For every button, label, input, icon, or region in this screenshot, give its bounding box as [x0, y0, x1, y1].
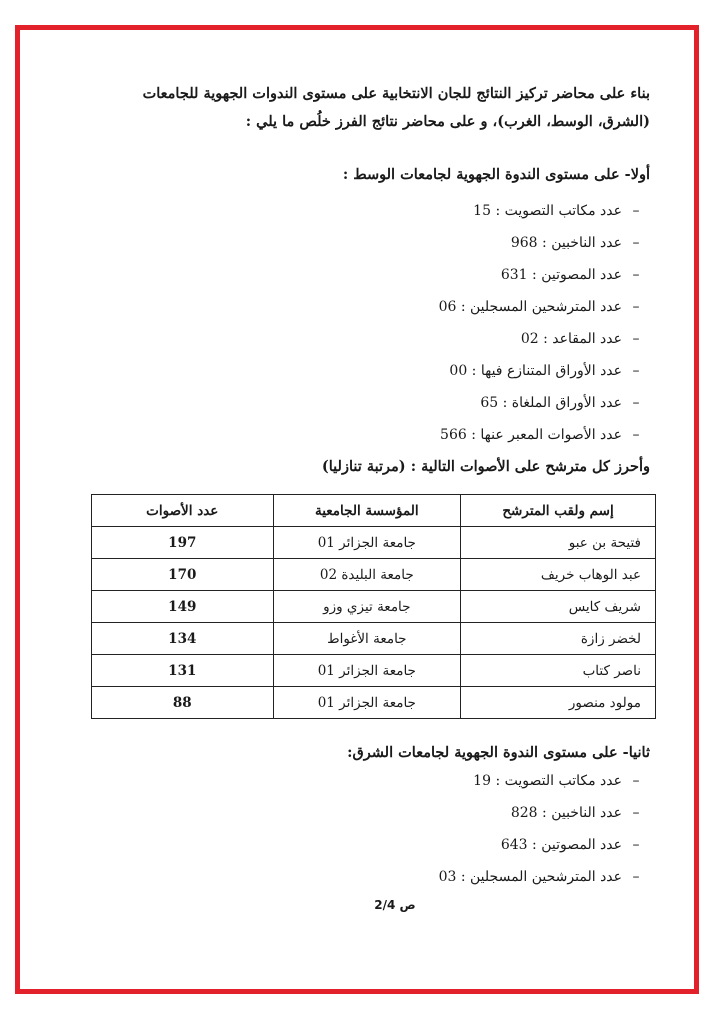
intro-line-1: بناء على محاضر تركيز النتائج للجان الانتخابية على مستوى الندوات الجهوية للجامعات [142, 85, 650, 102]
stat-item: –عدد الأوراق الملغاة : 65 [480, 395, 640, 411]
stat-item: –عدد المصوتين : 643 [500, 837, 640, 853]
table-row [92, 591, 656, 623]
document-page [40, 0, 690, 1024]
candidate-name: شريف كايس [461, 591, 656, 623]
header-institution: المؤسسة الجامعية [273, 495, 461, 527]
header-name: إسم ولقب المترشح [461, 495, 656, 527]
candidate-name: فتيحة بن عبو [461, 527, 656, 559]
votes-title: وأحرز كل مترشح على الأصوات التالية : (مرتبة تنازليا) [321, 458, 650, 475]
stat-item: –عدد الأوراق المتنازع فيها : 00 [449, 363, 640, 379]
candidate-votes: 170 [92, 559, 274, 591]
candidate-name: مولود منصور [461, 687, 656, 719]
candidate-name: عبد الوهاب خريف [461, 559, 656, 591]
section1-title: أولا- على مستوى الندوة الجهوية لجامعات الوسط : [342, 166, 650, 183]
page-number: ص 2/4 [374, 898, 416, 912]
table-row [92, 623, 656, 655]
stat-item: –عدد الأصوات المعبر عنها : 566 [440, 427, 640, 443]
table-header-row [92, 495, 656, 527]
stat-item: –عدد المترشحين المسجلين : 03 [438, 869, 640, 885]
candidate-institution: جامعة البليدة 02 [273, 559, 461, 591]
candidate-institution: جامعة الجزائر 01 [273, 687, 461, 719]
candidate-institution: جامعة تيزي وزو [273, 591, 461, 623]
candidate-votes: 149 [92, 591, 274, 623]
section2-title: ثانيا- على مستوى الندوة الجهوية لجامعات الشرق: [347, 744, 650, 761]
stat-item: –عدد المقاعد : 02 [520, 331, 640, 347]
table-row [92, 687, 656, 719]
candidate-votes: 197 [92, 527, 274, 559]
candidate-institution: جامعة الجزائر 01 [273, 655, 461, 687]
candidate-institution: جامعة الأغواط [273, 623, 461, 655]
table-row [92, 559, 656, 591]
stat-item: –عدد الناخبين : 828 [510, 805, 640, 821]
stat-item: –عدد المصوتين : 631 [500, 267, 640, 283]
header-votes: عدد الأصوات [92, 495, 274, 527]
section1-stats-list [50, 195, 650, 451]
table-row [92, 527, 656, 559]
stat-item: –عدد مكاتب التصويت : 19 [473, 773, 640, 789]
candidate-name: ناصر كتاب [461, 655, 656, 687]
table-row [92, 655, 656, 687]
candidate-votes: 88 [92, 687, 274, 719]
section2-stats-list [50, 765, 650, 893]
stat-item: –عدد مكاتب التصويت : 15 [473, 203, 640, 219]
candidate-institution: جامعة الجزائر 01 [273, 527, 461, 559]
candidate-name: لخضر زازة [461, 623, 656, 655]
candidate-votes: 131 [92, 655, 274, 687]
intro-line-2: (الشرق، الوسط، الغرب)، و على محاضر نتائج الفرز خلُص ما يلي : [245, 113, 650, 130]
results-table [91, 494, 656, 719]
stat-item: –عدد المترشحين المسجلين : 06 [438, 299, 640, 315]
stat-item: –عدد الناخبين : 968 [510, 235, 640, 251]
intro-paragraph [50, 80, 650, 136]
candidate-votes: 134 [92, 623, 274, 655]
